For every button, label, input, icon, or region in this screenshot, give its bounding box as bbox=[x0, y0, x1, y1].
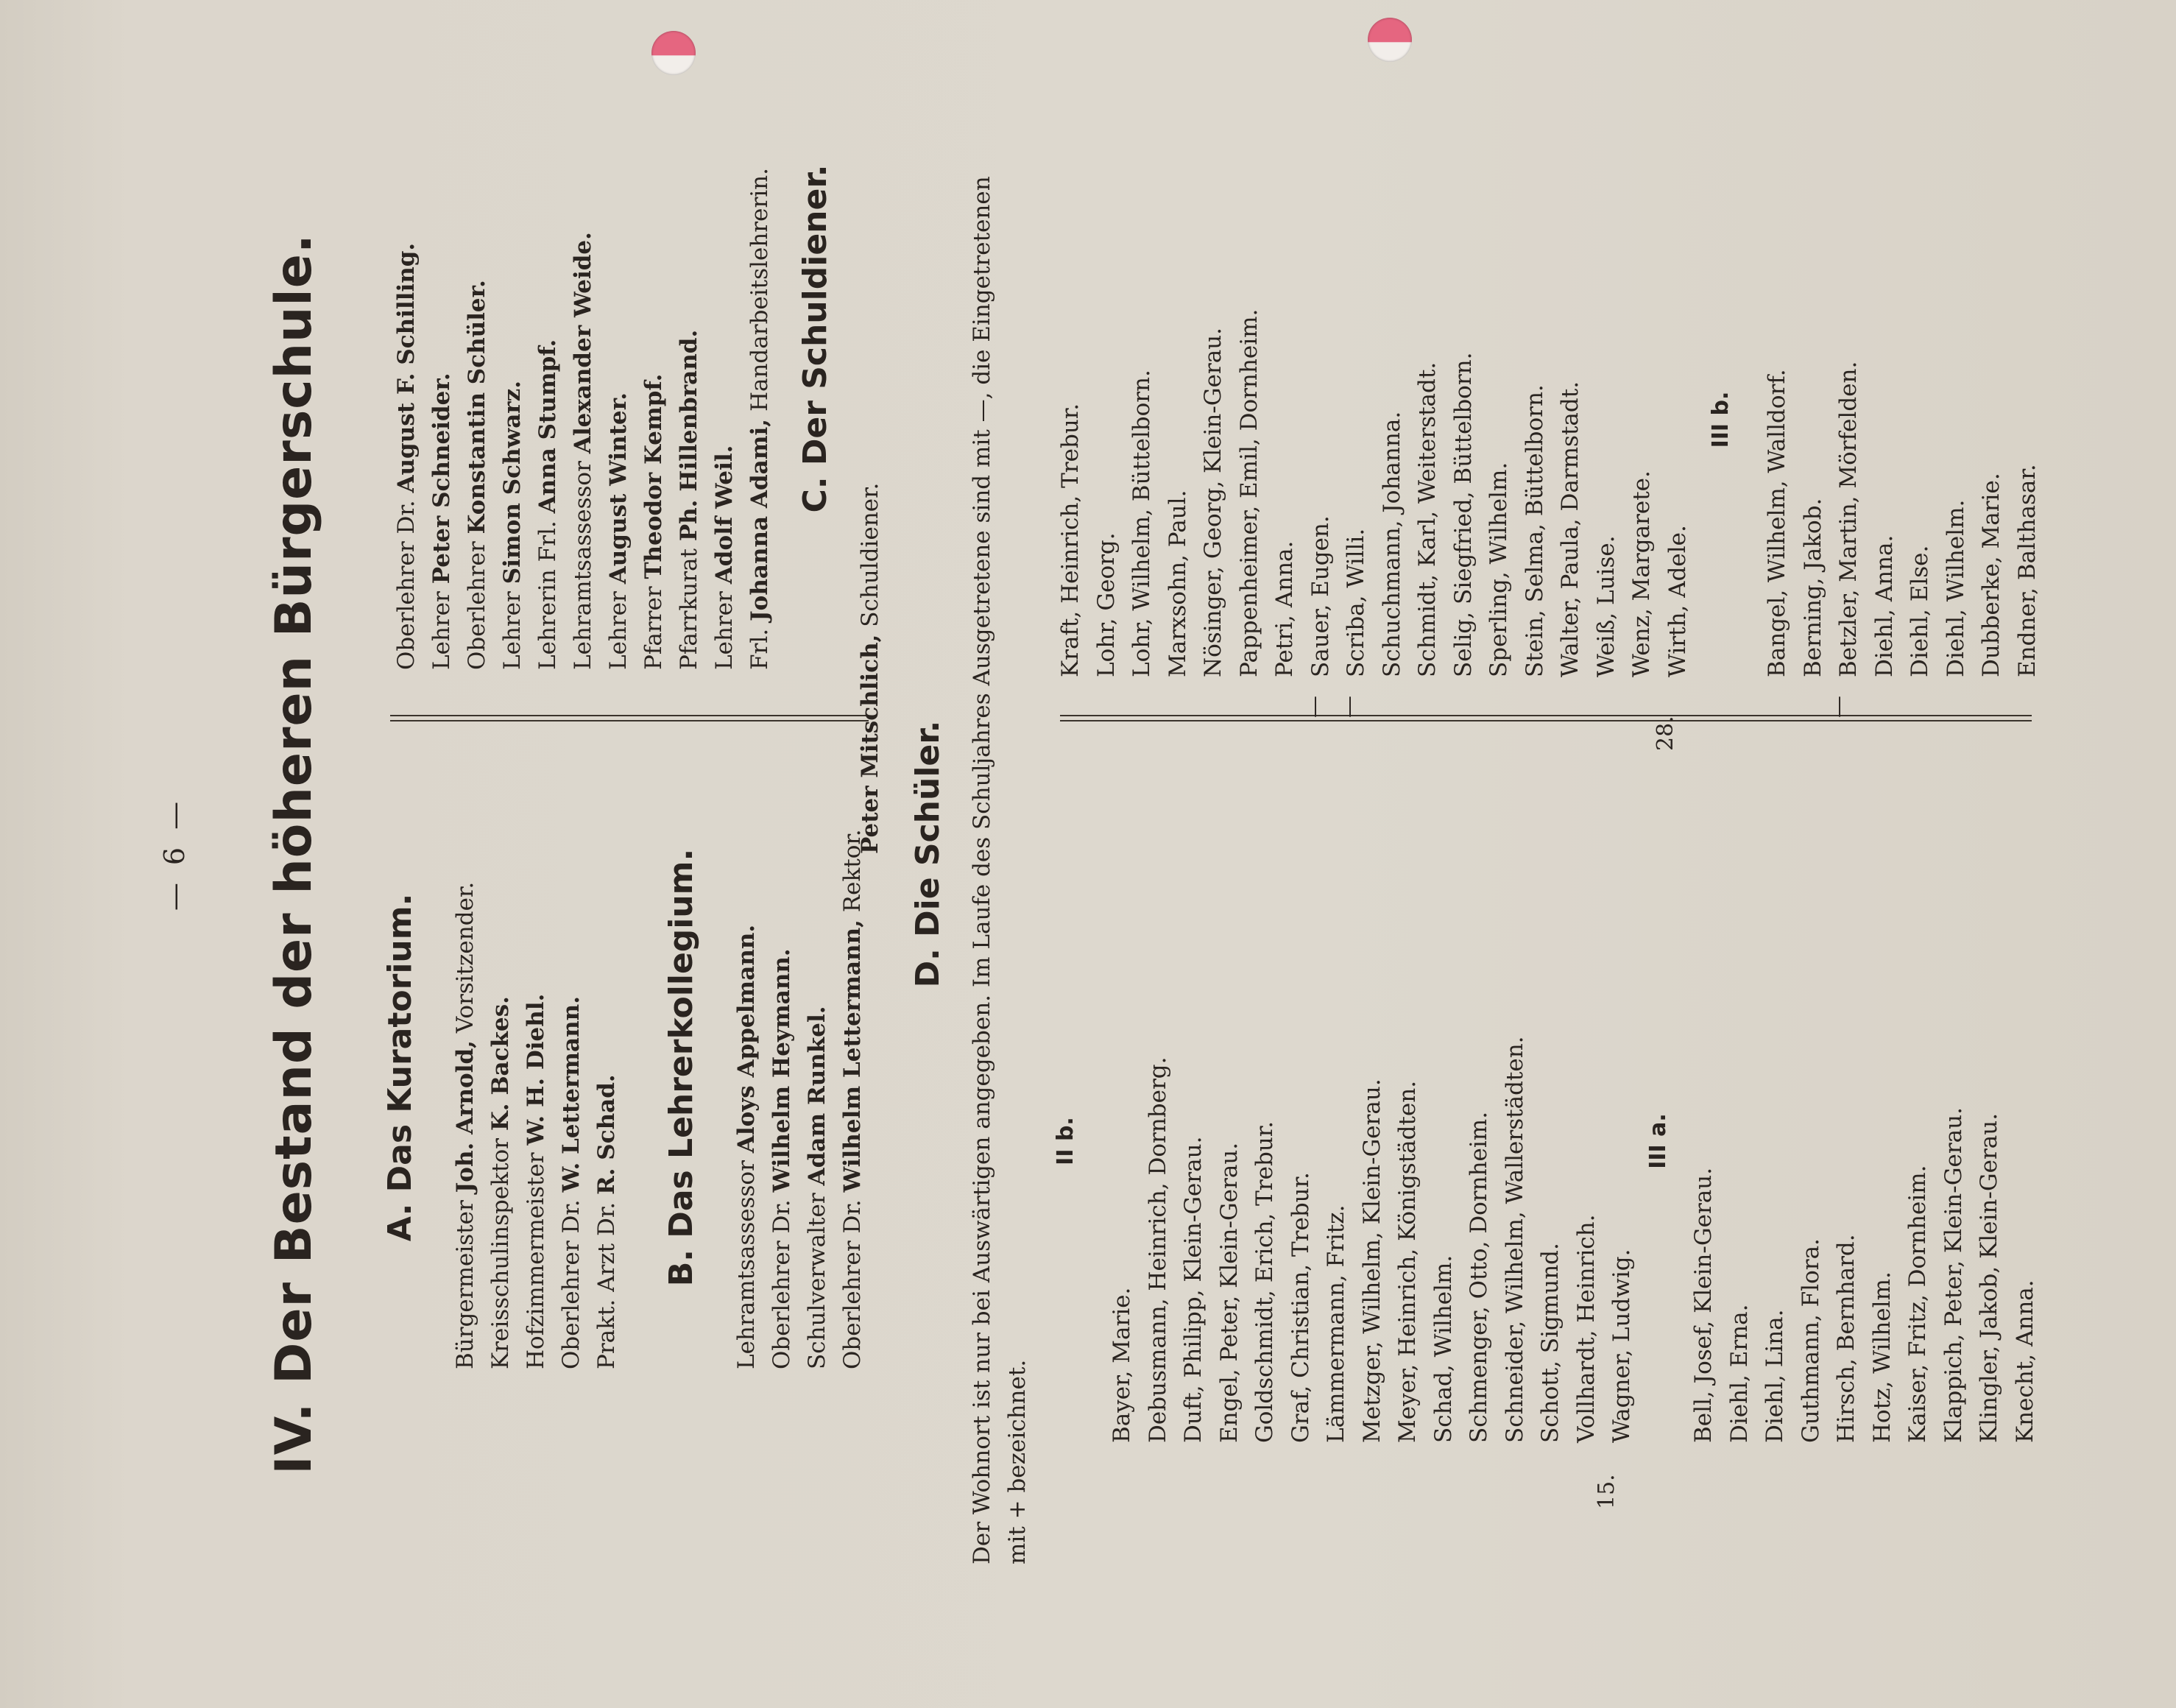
class-IIb-list bbox=[1104, 1036, 1640, 1443]
student-entry: Duft, Philipp, Klein-Gerau. bbox=[1180, 1136, 1207, 1443]
student-entry: Bell, Josef, Klein-Gerau. bbox=[1690, 1167, 1717, 1443]
student-entry: Graf, Christian, Trebur. bbox=[1287, 1172, 1314, 1443]
column-divider-lower bbox=[1060, 720, 2032, 721]
student-entry: Hirsch, Bernhard. bbox=[1833, 1234, 1859, 1443]
departed-mark: — bbox=[1301, 696, 1327, 718]
student-entry: Marxsohn, Paul. bbox=[1164, 490, 1191, 677]
column-divider-upper-2 bbox=[390, 715, 869, 716]
class-IIb-total: 28. bbox=[1653, 716, 1678, 751]
student-entry: Dubberke, Marie. bbox=[1978, 473, 2004, 677]
student-entry: Wagner, Ludwig. bbox=[1608, 1249, 1635, 1443]
student-entry: Lämmermann, Fritz. bbox=[1323, 1204, 1349, 1443]
left-column bbox=[0, 736, 883, 1399]
student-entry: Guthmann, Flora. bbox=[1797, 1238, 1824, 1443]
student-entry: Berning, Jakob. bbox=[1799, 498, 1826, 677]
student-entry: Schmenger, Otto, Dornheim. bbox=[1466, 1111, 1492, 1443]
kuratorium-member: Hofzimmermeister W. H. Diehl. bbox=[523, 993, 549, 1369]
student-entry: Schmidt, Karl, Weiterstadt. bbox=[1414, 361, 1441, 677]
kuratorium-list bbox=[448, 707, 624, 1369]
student-entry: Sauer, Eugen. bbox=[1307, 515, 1334, 677]
student-entry: Pappenheimer, Emil, Dornheim. bbox=[1235, 308, 1262, 677]
student-entry: Schott, Sigmund. bbox=[1537, 1243, 1564, 1443]
lehrerkollegium-list-left bbox=[729, 707, 870, 1369]
teacher-entry: Lehramtsassessor Alexander Weide. bbox=[570, 232, 596, 670]
schueler-heading: D. Die Schüler. bbox=[909, 720, 947, 988]
class-IIIa-heading: III a. bbox=[1645, 1113, 1671, 1169]
page-title: IV. Der Bestand der höheren Bürgerschule. bbox=[265, 233, 323, 1475]
student-entry: Knecht, Anna. bbox=[2011, 1280, 2038, 1443]
class-IIIb-heading: III b. bbox=[1708, 391, 1734, 448]
student-entry: Bangel, Wilhelm, Walldorf. bbox=[1764, 369, 1790, 677]
student-entry: Wirth, Adele. bbox=[1664, 525, 1691, 677]
student-entry: Hotz, Wilhelm. bbox=[1868, 1271, 1896, 1443]
student-entry: Kraft, Heinrich, Trebur. bbox=[1057, 403, 1084, 677]
schueler-note: Der Wohnort ist nur bei Auswärtigen angegeben. Im Laufe des Schuljahres Ausgetretene sind mit —, die Eingetretenen mit + bezeichnet. bbox=[969, 176, 1031, 1564]
column-divider-upper bbox=[390, 720, 869, 721]
student-entry: Engel, Peter, Klein-Gerau. bbox=[1215, 1142, 1243, 1443]
kuratorium-heading: A. Das Kuratorium. bbox=[381, 893, 419, 1242]
student-entry: Sperling, Wilhelm. bbox=[1486, 462, 1512, 677]
student-entry: Meyer, Heinrich, Königstädten. bbox=[1394, 1080, 1421, 1443]
student-entry: Debusmann, Heinrich, Dornberg. bbox=[1144, 1056, 1171, 1443]
teacher-entry: Oberlehrer Dr. August F. Schilling. bbox=[393, 242, 420, 670]
student-entry: Scriba, Willi. bbox=[1343, 528, 1369, 677]
student-entry: Lohr, Wilhelm, Büttelborn. bbox=[1128, 370, 1155, 677]
student-entry: Schad, Wilhelm. bbox=[1430, 1254, 1457, 1443]
right-column bbox=[0, 0, 883, 692]
teacher-entry: Frl. Johanna Adami, Handarbeitslehrerin. bbox=[746, 168, 773, 670]
student-entry: Stein, Selma, Büttelborn. bbox=[1521, 384, 1548, 677]
student-entry: Schneider, Wilhelm, Wallerstädten. bbox=[1501, 1036, 1528, 1443]
class-IIb-heading: II b. bbox=[1053, 1117, 1078, 1165]
kuratorium-member: Oberlehrer Dr. W. Lettermann. bbox=[558, 995, 584, 1369]
student-entry: Weiß, Luise. bbox=[1592, 535, 1619, 677]
teacher-entry: Lehrer Simon Schwarz. bbox=[499, 380, 526, 670]
teacher-entry: Lehramtsassessor Aloys Appelmann. bbox=[733, 924, 760, 1369]
schuldiener-role: Schuldiener. bbox=[857, 482, 883, 627]
student-entry: Klappich, Peter, Klein-Gerau. bbox=[1940, 1107, 1967, 1443]
class-IIb-list-continued bbox=[1053, 309, 1695, 677]
student-entry: Bayer, Marie. bbox=[1109, 1287, 1135, 1443]
student-entry: Metzger, Wilhelm, Klein-Gerau. bbox=[1358, 1079, 1385, 1443]
departed-mark: — bbox=[1336, 696, 1362, 718]
teacher-entry: Lehrerin Frl. Anna Stumpf. bbox=[534, 339, 561, 670]
student-entry: Wenz, Margarete. bbox=[1628, 470, 1655, 677]
teacher-entry: Pfarrkurat Ph. Hillenbrand. bbox=[676, 329, 702, 670]
schuldiener-heading: C. Der Schuldiener. bbox=[796, 164, 834, 513]
teacher-entry: Lehrer August Winter. bbox=[605, 392, 632, 670]
teacher-entry: Oberlehrer Dr. Wilhelm Heymann. bbox=[769, 948, 795, 1369]
teacher-entry: Schulverwalter Adam Runkel. bbox=[804, 1006, 830, 1369]
student-entry: Diehl, Lina. bbox=[1762, 1309, 1788, 1443]
teacher-entry: Lehrer Adolf Weil. bbox=[711, 445, 738, 670]
student-entry: Nösinger, Georg, Klein-Gerau. bbox=[1200, 327, 1226, 677]
column-divider-lower-2 bbox=[1060, 715, 2032, 716]
schuldiener-name: Peter Mitschlich, bbox=[857, 634, 883, 854]
student-entry: Betzler, Martin, Mörfelden. bbox=[1835, 361, 1862, 677]
student-entry: Kaiser, Fritz, Dornheim. bbox=[1904, 1165, 1931, 1443]
student-entry: Goldschmidt, Erich, Trebur. bbox=[1251, 1121, 1278, 1443]
lehrerkollegium-heading: B. Das Lehrerkollegium. bbox=[663, 848, 700, 1287]
kuratorium-member: Bürgermeister Joh. Arnold, Vorsitzender. bbox=[452, 881, 478, 1369]
student-entry: Diehl, Erna. bbox=[1725, 1304, 1753, 1443]
student-entry: Schuchmann, Johanna. bbox=[1378, 411, 1405, 677]
class-IIIa-list bbox=[1686, 1107, 2043, 1443]
class-IIIb-list bbox=[1759, 361, 2045, 677]
student-entry: Diehl, Else. bbox=[1907, 545, 1933, 677]
teacher-entry: Oberlehrer Konstantin Schüler. bbox=[464, 280, 490, 670]
student-entry: Endner, Balthasar. bbox=[2013, 464, 2041, 677]
student-entry: Petri, Anna. bbox=[1271, 540, 1298, 677]
kuratorium-member: Kreisschulinspektor K. Backes. bbox=[487, 996, 514, 1369]
teacher-entry: Pfarrer Theodor Kempf. bbox=[640, 373, 667, 670]
student-entry: Vollhardt, Heinrich. bbox=[1572, 1214, 1600, 1443]
student-entry: Diehl, Wilhelm. bbox=[1942, 499, 1969, 677]
lehrerkollegium-list-right bbox=[389, 0, 777, 670]
page-number: — 6 — bbox=[158, 797, 191, 911]
schuldiener-entry bbox=[852, 191, 888, 854]
student-entry: Diehl, Anna. bbox=[1871, 534, 1898, 677]
student-entry: Lohr, Georg. bbox=[1092, 532, 1120, 677]
student-entry: Klingler, Jakob, Klein-Gerau. bbox=[1976, 1112, 2002, 1443]
class-IIb-count: 15. bbox=[1594, 1474, 1619, 1509]
departed-mark: — bbox=[1826, 696, 1851, 718]
student-entry: Selig, Siegfried, Büttelborn. bbox=[1449, 352, 1477, 677]
student-entry: Walter, Paula, Darmstadt. bbox=[1557, 381, 1583, 677]
teacher-entry: Oberlehrer Dr. Wilhelm Lettermann, Rektor. bbox=[839, 829, 866, 1369]
kuratorium-member: Prakt. Arzt Dr. R. Schad. bbox=[593, 1074, 620, 1369]
teacher-entry: Lehrer Peter Schneider. bbox=[428, 373, 455, 670]
